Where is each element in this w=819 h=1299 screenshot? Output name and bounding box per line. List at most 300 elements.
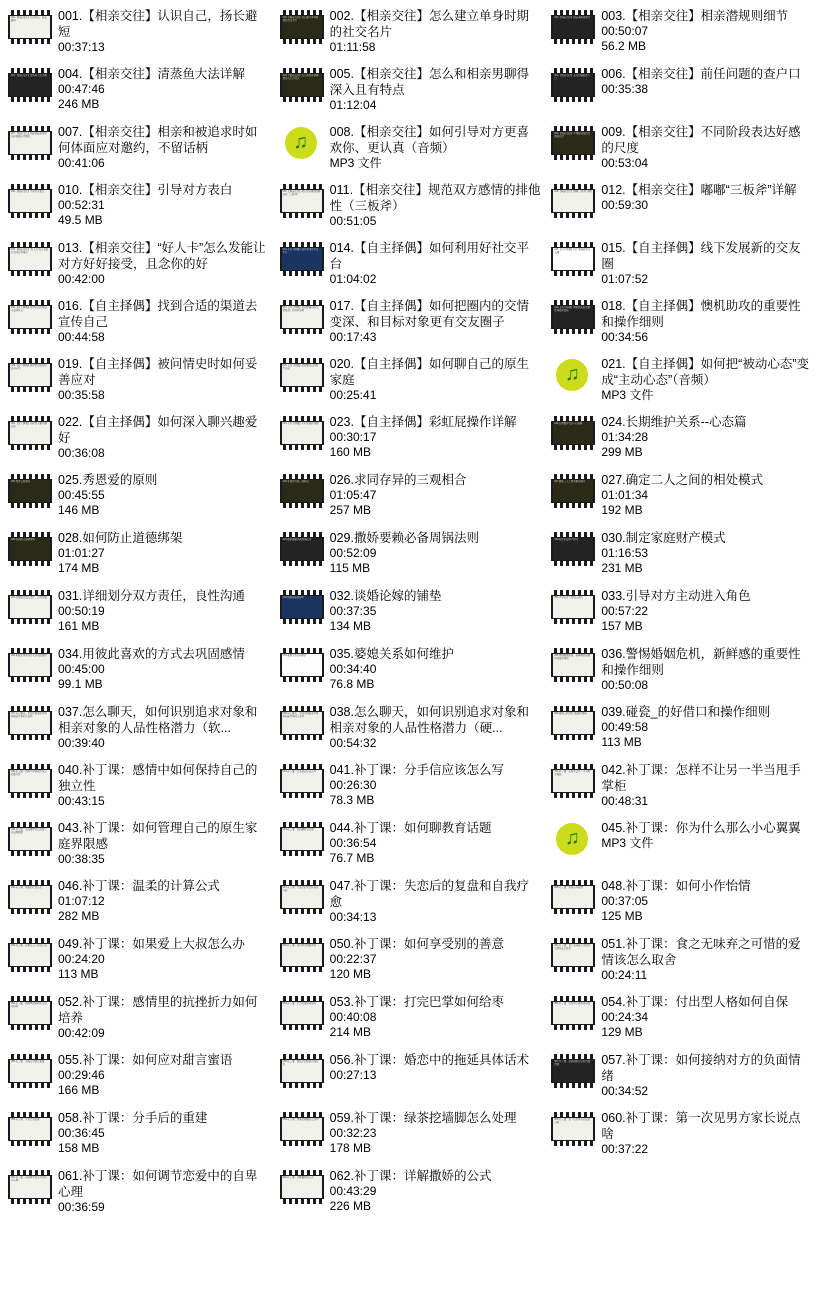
file-meta <box>601 182 813 213</box>
file-item[interactable] <box>274 468 546 526</box>
file-title: 014.【自主择偶】如何利用好社交平台 <box>329 241 529 271</box>
file-meta <box>58 356 270 403</box>
file-meta <box>58 66 270 112</box>
file-duration: 00:40:08 <box>329 1010 377 1024</box>
file-duration: 00:24:34 <box>601 1010 649 1024</box>
video-thumbnail <box>280 474 324 508</box>
audio-thumbnail <box>551 358 595 392</box>
file-duration: 00:29:46 <box>58 1068 105 1082</box>
file-meta <box>601 124 813 171</box>
thumbnail-caption: 043.补丁课：如何管理自己的原生家庭界限感 <box>11 828 47 834</box>
file-size: 160 MB <box>329 445 372 459</box>
file-duration: 01:01:27 <box>58 546 105 560</box>
file-meta <box>601 762 813 809</box>
file-duration: 00:17:43 <box>329 330 377 344</box>
video-thumbnail <box>280 300 324 334</box>
file-item[interactable] <box>545 700 817 758</box>
thumbnail-caption: 004.【相亲交往】清蒸鱼大法详解 <box>11 74 47 77</box>
video-thumbnail <box>8 1054 52 1088</box>
file-title: 013.【相亲交往】“好人卡”怎么发能让对方好好接受，且念你的好 <box>58 241 266 271</box>
thumbnail-caption: 023.【自主择偶】彩虹屁操作详解 <box>282 422 319 425</box>
thumbnail-frame <box>282 364 322 386</box>
file-size: 146 MB <box>58 503 100 517</box>
thumbnail-frame <box>282 306 322 328</box>
thumbnail-frame <box>10 596 50 618</box>
file-item[interactable] <box>274 526 546 584</box>
file-item[interactable] <box>2 990 274 1048</box>
thumbnail-caption: 027.确定二人之间的相处模式 <box>554 480 586 483</box>
file-meta <box>601 878 813 924</box>
file-size: 76.8 MB <box>329 677 375 691</box>
file-item[interactable] <box>545 352 817 410</box>
file-duration: 00:51:05 <box>329 214 377 228</box>
file-item[interactable] <box>545 642 817 700</box>
file-duration: 00:25:41 <box>329 388 377 402</box>
thumbnail-frame <box>10 828 50 850</box>
file-meta <box>58 530 270 576</box>
thumbnail-frame <box>10 1118 50 1140</box>
video-thumbnail <box>8 1170 52 1204</box>
file-item[interactable] <box>545 178 817 236</box>
video-thumbnail <box>280 996 324 1030</box>
video-thumbnail <box>8 590 52 624</box>
file-size: 49.5 MB <box>58 213 103 227</box>
file-item[interactable] <box>2 932 274 990</box>
file-item[interactable] <box>545 4 817 62</box>
file-title: 007.【相亲交往】相亲和被追求时如何体面应对邀约，不留话柄 <box>58 125 258 155</box>
file-size: 257 MB <box>329 503 372 517</box>
file-item[interactable] <box>274 1106 546 1164</box>
file-item[interactable] <box>274 410 546 468</box>
file-item[interactable] <box>274 120 546 178</box>
file-item[interactable] <box>2 874 274 932</box>
file-title: 023.【自主择偶】彩虹屁操作详解 <box>329 415 517 429</box>
file-duration: 00:36:54 <box>329 836 377 850</box>
video-thumbnail <box>551 996 595 1030</box>
thumbnail-frame <box>553 190 593 212</box>
file-item[interactable] <box>545 410 817 468</box>
file-meta <box>330 646 542 692</box>
file-title: 043.补丁课：如何管理自己的原生家庭界限感 <box>58 821 258 851</box>
thumbnail-frame <box>282 538 322 560</box>
file-title: 047.补丁课：失恋后的复盘和自我疗愈 <box>329 879 529 909</box>
file-duration: 00:38:35 <box>58 852 105 866</box>
video-thumbnail <box>280 1054 324 1088</box>
file-title: 028.如何防止道德绑架 <box>58 531 183 545</box>
thumbnail-frame <box>553 132 593 154</box>
file-title: 015.【自主择偶】线下发展新的交友圈 <box>601 241 801 271</box>
thumbnail-caption: 051.补丁课：食之无味弃之可惜的爱情该怎么取舍 <box>554 944 591 950</box>
file-duration: 00:37:22 <box>601 1142 649 1156</box>
thumbnail-caption: 010.【相亲交往】引导对方表白 <box>11 190 45 193</box>
thumbnail-caption: 035.婆媳关系如何维护 <box>282 654 307 657</box>
file-title: 020.【自主择偶】如何聊自己的原生家庭 <box>329 357 529 387</box>
thumbnail-frame <box>10 654 50 676</box>
file-title: 051.补丁课：食之无味弃之可惜的爱情该怎么取舍 <box>601 937 801 967</box>
file-meta <box>330 1168 542 1214</box>
file-title: 029.撒娇要赖必备周锅法则 <box>329 531 479 545</box>
thumbnail-caption: 009.【相亲交往】不同阶段表达好感的尺度 <box>554 132 591 138</box>
file-meta <box>58 646 270 692</box>
file-title: 040.补丁课：感情中如何保持自己的独立性 <box>58 763 258 793</box>
file-title: 022.【自主择偶】如何深入聊兴趣爱好 <box>58 415 258 445</box>
thumbnail-frame <box>282 1118 322 1140</box>
file-item[interactable] <box>2 1164 274 1222</box>
thumbnail-frame <box>282 422 322 444</box>
file-title: 003.【相亲交往】相亲潜规则细节 <box>601 9 789 23</box>
file-item[interactable] <box>545 758 817 816</box>
file-item[interactable] <box>545 874 817 932</box>
file-duration: 00:24:11 <box>601 968 648 982</box>
file-title: 018.【自主择偶】懊机助攻的重要性和操作细则 <box>601 299 801 329</box>
audio-thumbnail <box>280 126 324 160</box>
video-thumbnail <box>280 10 324 44</box>
video-thumbnail <box>280 184 324 218</box>
file-title: 050.补丁课：如何享受别的善意 <box>329 937 504 951</box>
file-duration: 00:47:46 <box>58 82 105 96</box>
file-title: 002.【相亲交往】怎么建立单身时期的社交名片 <box>329 9 529 39</box>
file-meta <box>58 588 270 634</box>
video-thumbnail <box>8 300 52 334</box>
file-size: MP3 文件 <box>601 388 654 402</box>
thumbnail-caption: 040.补丁课：感情中如何保持自己的独立性 <box>11 770 47 776</box>
file-item[interactable] <box>2 468 274 526</box>
file-title: 001.【相亲交往】认识自己，扬长避短 <box>58 9 258 39</box>
file-item[interactable] <box>2 642 274 700</box>
file-meta <box>601 1052 813 1099</box>
file-meta <box>58 762 270 809</box>
file-item[interactable] <box>274 294 546 352</box>
video-thumbnail <box>8 184 52 218</box>
file-duration: 00:37:35 <box>329 604 377 618</box>
file-meta <box>330 878 542 925</box>
thumbnail-caption: 006.【相亲交往】前任问题的查户口 <box>554 74 591 80</box>
file-title: 009.【相亲交往】不同阶段表达好感的尺度 <box>601 125 801 155</box>
file-title: 053.补丁课：打完巴掌如何给枣 <box>329 995 504 1009</box>
file-item[interactable] <box>274 236 546 294</box>
file-item[interactable] <box>2 526 274 584</box>
file-item[interactable] <box>2 4 274 62</box>
file-meta <box>330 124 542 171</box>
file-title: 011.【相亲交往】规范双方感情的排他性（三板斧） <box>329 183 541 213</box>
video-thumbnail <box>8 764 52 798</box>
file-item[interactable] <box>545 1048 817 1106</box>
file-item[interactable] <box>2 584 274 642</box>
file-item[interactable] <box>545 584 817 642</box>
file-title: 061.补丁课：如何调节恋爱中的自卑心理 <box>58 1169 258 1199</box>
thumbnail-caption: 011.【相亲交往】规范双方感情的排他性（三板斧） <box>282 190 321 196</box>
thumbnail-caption: 036.警惕婚姻危机，新鲜感的重要性和操作细则 <box>554 654 591 660</box>
thumbnail-frame <box>282 654 322 676</box>
thumbnail-frame <box>282 828 322 850</box>
video-thumbnail <box>280 648 324 682</box>
file-title: 052.补丁课：感情里的抗挫折力如何培养 <box>58 995 258 1025</box>
file-size: 192 MB <box>601 503 643 517</box>
file-duration: 00:42:00 <box>58 272 105 286</box>
file-item[interactable] <box>274 584 546 642</box>
thumbnail-caption: 030.制定家庭财产模式 <box>554 538 579 541</box>
file-item[interactable] <box>2 120 274 178</box>
file-item[interactable] <box>545 990 817 1048</box>
file-item[interactable] <box>545 236 817 294</box>
file-title: 041.补丁课：分手信应该怎么写 <box>329 763 504 777</box>
file-size: 78.3 MB <box>329 793 375 807</box>
file-title: 019.【自主择偶】被问情史时如何妥善应对 <box>58 357 258 387</box>
file-item[interactable] <box>2 410 274 468</box>
thumbnail-caption: 048.补丁课：如何小作怡情 <box>554 886 583 889</box>
file-meta <box>58 878 270 924</box>
file-item[interactable] <box>545 294 817 352</box>
file-item[interactable] <box>2 700 274 758</box>
file-duration: 00:57:22 <box>601 604 649 618</box>
file-title: 044.补丁课：如何聊教育话题 <box>329 821 492 835</box>
thumbnail-frame <box>553 654 593 676</box>
file-item[interactable] <box>545 1106 817 1164</box>
file-item[interactable] <box>545 816 817 874</box>
thumbnail-caption: 018.【自主择偶】懊机助攻的重要性和操作细则 <box>554 306 591 312</box>
file-item[interactable] <box>274 62 546 120</box>
file-meta <box>330 1052 542 1083</box>
file-duration: 00:42:09 <box>58 1026 105 1040</box>
file-item[interactable] <box>2 178 274 236</box>
file-item[interactable] <box>274 1164 546 1222</box>
file-size: 166 MB <box>58 1083 100 1097</box>
file-meta <box>601 994 813 1040</box>
file-size: 129 MB <box>601 1025 643 1039</box>
thumbnail-frame <box>553 1002 593 1024</box>
file-item[interactable] <box>545 468 817 526</box>
thumbnail-frame <box>553 944 593 966</box>
file-item[interactable] <box>274 642 546 700</box>
file-title: 017.【自主择偶】如何把圈内的交情变深、和目标对象更有交友圈子 <box>329 299 529 329</box>
file-duration: 00:39:40 <box>58 736 105 750</box>
file-meta <box>601 66 813 97</box>
file-title: 048.补丁课：如何小作怡情 <box>601 879 751 893</box>
file-duration: 00:34:52 <box>601 1084 649 1098</box>
file-meta <box>58 820 270 867</box>
file-size: 157 MB <box>601 619 643 633</box>
file-meta <box>58 994 270 1041</box>
video-thumbnail <box>551 590 595 624</box>
thumbnail-frame <box>282 1060 322 1082</box>
file-meta <box>330 820 542 866</box>
file-item[interactable] <box>2 1106 274 1164</box>
file-item[interactable] <box>2 758 274 816</box>
video-thumbnail <box>280 764 324 798</box>
file-duration: 01:34:28 <box>601 430 649 444</box>
thumbnail-frame <box>553 770 593 792</box>
thumbnail-caption: 042.补丁课：怎样不让另一半当甩手掌柜 <box>554 770 591 776</box>
file-item[interactable] <box>545 526 817 584</box>
thumbnail-frame <box>282 712 322 734</box>
file-title: 005.【相亲交往】怎么和相亲男聊得深入且有特点 <box>329 67 529 97</box>
thumbnail-caption: 025.秀恩爱的原则 <box>11 480 30 483</box>
music-note-icon: ♫ <box>556 823 588 855</box>
video-thumbnail <box>551 126 595 160</box>
file-meta <box>58 1168 270 1215</box>
file-title: 035.婆媳关系如何维护 <box>329 647 454 661</box>
file-duration: 00:36:59 <box>58 1200 105 1214</box>
file-duration: 00:34:40 <box>329 662 377 676</box>
thumbnail-frame <box>553 1118 593 1140</box>
file-title: 060.补丁课：第一次见男方家长说点啥 <box>601 1111 801 1141</box>
file-duration: 00:34:56 <box>601 330 649 344</box>
file-duration: 00:59:30 <box>601 198 649 212</box>
thumbnail-caption: 058.补丁课：分手后的重建 <box>11 1118 40 1121</box>
file-title: 042.补丁课：怎样不让另一半当甩手掌柜 <box>601 763 801 793</box>
file-meta <box>601 704 813 750</box>
thumbnail-frame <box>282 1002 322 1024</box>
video-thumbnail <box>551 532 595 566</box>
file-size: 158 MB <box>58 1141 100 1155</box>
file-title: 027.确定二人之间的相处模式 <box>601 473 764 487</box>
thumbnail-frame <box>553 422 593 444</box>
thumbnail-caption: 047.补丁课：失恋后的复盘和自我疗愈 <box>282 886 319 892</box>
thumbnail-caption: 044.补丁课：如何聊教育话题 <box>282 828 314 831</box>
file-item[interactable] <box>545 62 817 120</box>
file-item[interactable] <box>274 758 546 816</box>
file-meta <box>601 820 813 851</box>
file-duration: 00:44:58 <box>58 330 105 344</box>
file-title: 057.补丁课：如何接纳对方的负面情绪 <box>601 1053 801 1083</box>
file-item[interactable] <box>274 932 546 990</box>
video-thumbnail <box>551 648 595 682</box>
thumbnail-caption: 034.用彼此喜欢的方式去巩固感情 <box>11 654 47 657</box>
file-title: 034.用彼此喜欢的方式去巩固感情 <box>58 647 245 661</box>
video-thumbnail <box>8 822 52 856</box>
file-duration: 00:50:19 <box>58 604 105 618</box>
video-thumbnail <box>551 938 595 972</box>
thumbnail-caption: 028.如何防止道德绑架 <box>11 538 35 541</box>
file-title: 026.求同存异的三观相合 <box>329 473 467 487</box>
video-thumbnail <box>280 706 324 740</box>
file-meta <box>58 8 270 55</box>
file-meta <box>58 124 270 171</box>
file-duration: 01:11:58 <box>329 40 376 54</box>
file-size: MP3 文件 <box>601 836 654 850</box>
file-title: 012.【相亲交往】嘟嘟“三板斧”详解 <box>601 183 797 197</box>
file-duration: 00:26:30 <box>329 778 377 792</box>
file-size: 231 MB <box>601 561 643 575</box>
thumbnail-caption: 017.【自主择偶】如何把圈内的交情变深、和目标对象 <box>282 306 319 312</box>
file-item[interactable] <box>2 1048 274 1106</box>
file-duration: 01:16:53 <box>601 546 649 560</box>
file-size: 125 MB <box>601 909 643 923</box>
file-meta <box>601 240 813 287</box>
file-item[interactable] <box>274 990 546 1048</box>
thumbnail-caption: 012.【相亲交往】嘟嘟“三板斧”详解 <box>554 190 592 193</box>
file-duration: 00:52:31 <box>58 198 105 212</box>
thumbnail-caption: 054.补丁课：付出型人格如何自保 <box>554 1002 591 1005</box>
thumbnail-frame <box>282 16 322 38</box>
file-item[interactable] <box>2 294 274 352</box>
thumbnail-frame <box>282 886 322 908</box>
file-item[interactable] <box>274 178 546 236</box>
thumbnail-frame <box>553 886 593 908</box>
file-item[interactable] <box>274 816 546 874</box>
thumbnail-frame <box>282 770 322 792</box>
thumbnail-frame <box>10 538 50 560</box>
file-item[interactable] <box>545 932 817 990</box>
file-item[interactable] <box>545 120 817 178</box>
video-thumbnail <box>8 474 52 508</box>
file-item[interactable] <box>2 236 274 294</box>
file-duration: 00:50:08 <box>601 678 649 692</box>
video-thumbnail <box>551 68 595 102</box>
thumbnail-frame <box>10 1060 50 1082</box>
file-item[interactable] <box>2 352 274 410</box>
video-thumbnail <box>280 532 324 566</box>
file-title: 006.【相亲交往】前任问题的查户口 <box>601 67 801 81</box>
thumbnail-caption: 038.怎么聊天，如何识别追求对象和相亲对象的人品性 <box>282 712 319 718</box>
music-note-icon: ♫ <box>285 127 317 159</box>
thumbnail-frame <box>10 1176 50 1198</box>
file-duration: 00:24:20 <box>58 952 105 966</box>
file-item[interactable] <box>274 4 546 62</box>
file-meta <box>330 472 542 518</box>
video-thumbnail <box>8 706 52 740</box>
file-size: 174 MB <box>58 561 100 575</box>
file-meta <box>330 1110 542 1156</box>
thumbnail-caption: 014.【自主择偶】如何利用好社交平台 <box>282 248 319 254</box>
file-item[interactable] <box>274 700 546 758</box>
file-title: 032.谈婚论嫁的铺垫 <box>329 589 442 603</box>
thumbnail-caption: 037.怎么聊天，如何识别追求对象和相亲对象的人品性 <box>11 712 47 718</box>
thumbnail-frame <box>553 596 593 618</box>
file-item[interactable] <box>274 874 546 932</box>
file-meta <box>330 240 542 287</box>
file-duration: 00:37:05 <box>601 894 649 908</box>
file-title: 055.补丁课：如何应对甜言蜜语 <box>58 1053 233 1067</box>
file-size: 299 MB <box>601 445 643 459</box>
thumbnail-caption: 007.【相亲交往】相亲和被追求时如何体面应对邀约， <box>11 132 47 138</box>
file-size: 120 MB <box>329 967 372 981</box>
thumbnail-caption: 020.【自主择偶】如何聊自己的原生家庭 <box>282 364 319 370</box>
thumbnail-caption: 022.【自主择偶】如何深入聊兴趣爱好 <box>11 422 47 428</box>
file-duration: 00:50:07 <box>601 24 649 38</box>
thumbnail-frame <box>10 1002 50 1024</box>
thumbnail-frame <box>10 248 50 270</box>
thumbnail-caption: 049.补丁课：如果爱上大叔怎么办 <box>11 944 47 947</box>
file-meta <box>601 1110 813 1157</box>
video-thumbnail <box>280 822 324 856</box>
thumbnail-frame <box>10 364 50 386</box>
file-meta <box>58 472 270 518</box>
file-item[interactable] <box>2 816 274 874</box>
file-title: 033.引导对方主动进入角色 <box>601 589 751 603</box>
file-size: 134 MB <box>329 619 372 633</box>
file-meta <box>58 298 270 345</box>
file-duration: 00:41:06 <box>58 156 105 170</box>
thumbnail-caption: 059.补丁课：绿茶挖墙脚怎么处理 <box>282 1118 319 1121</box>
file-meta <box>601 8 813 54</box>
thumbnail-frame <box>10 74 50 96</box>
thumbnail-caption: 060.补丁课：第一次见男方家长说点啥 <box>554 1118 591 1124</box>
file-duration: 00:36:45 <box>58 1126 105 1140</box>
video-thumbnail <box>551 764 595 798</box>
file-item[interactable] <box>2 62 274 120</box>
video-thumbnail <box>8 68 52 102</box>
file-item[interactable] <box>274 1048 546 1106</box>
file-title: 058.补丁课：分手后的重建 <box>58 1111 208 1125</box>
file-meta <box>601 472 813 518</box>
file-size: 246 MB <box>58 97 100 111</box>
file-title: 039.碰瓷_的好借口和操作细则 <box>601 705 771 719</box>
file-title: 046.补丁课：温柔的计算公式 <box>58 879 220 893</box>
file-title: 062.补丁课：详解撒娇的公式 <box>329 1169 492 1183</box>
thumbnail-frame <box>282 74 322 96</box>
file-item[interactable] <box>274 352 546 410</box>
